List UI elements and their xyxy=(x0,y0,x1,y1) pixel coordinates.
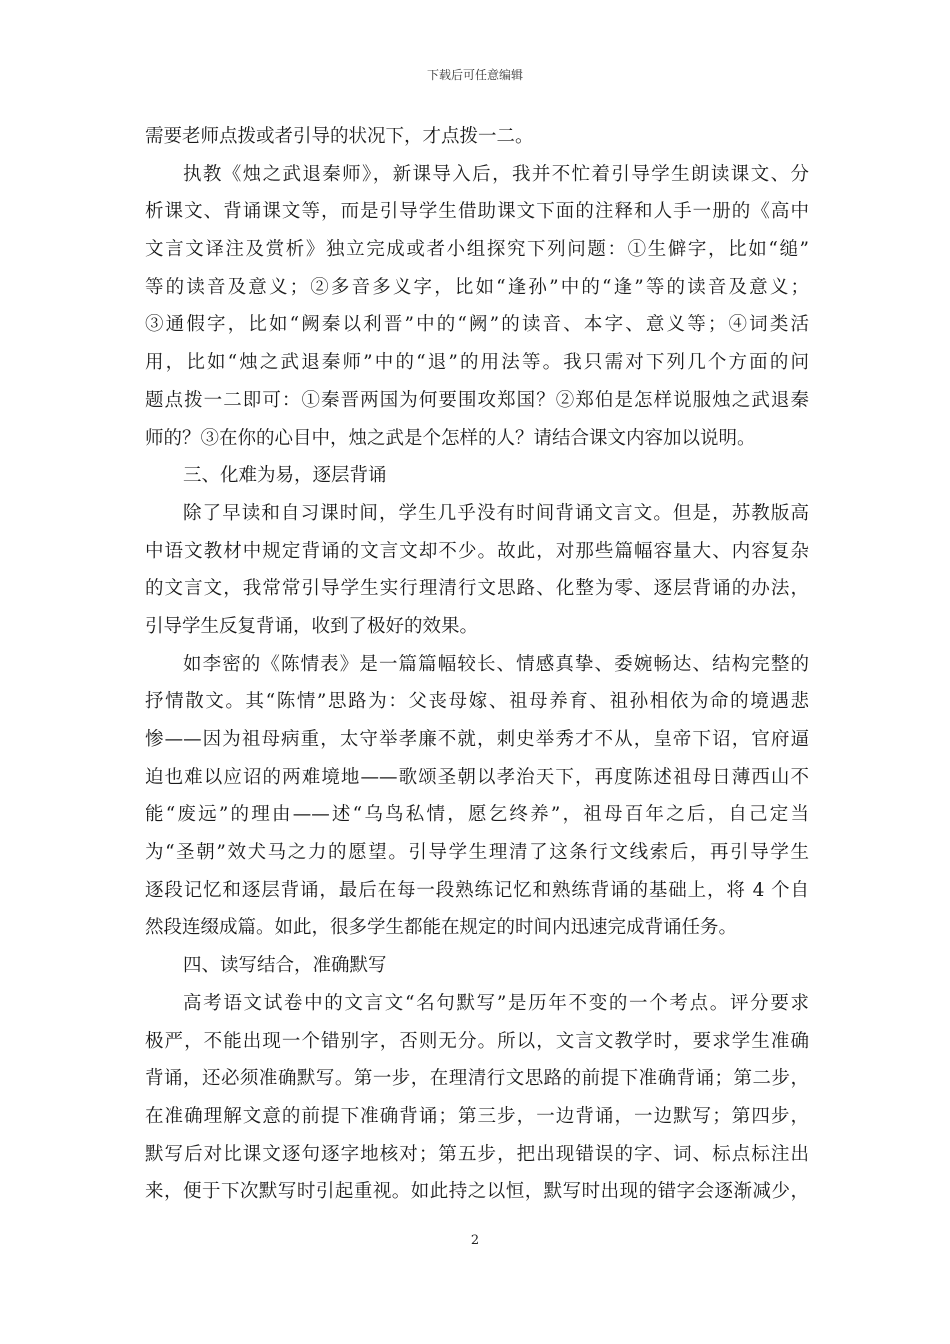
text-line: 的文言文，我常常引导学生实行理清行文思路、化整为零、逐层背诵的办法， xyxy=(145,578,809,600)
text-line: 四、读写结合，准确默写 xyxy=(183,955,387,977)
text-line: 来，便于下次默写时引起重视。如此持之以恒，默写时出现的错字会逐渐减少， xyxy=(145,1181,809,1203)
text-line: 中语文教材中规定背诵的文言文却不少。故此，对那些篇幅容量大、内容复杂 xyxy=(145,540,809,562)
text-line: 等的读音及意义；②多音多义字，比如“逢孙”中的“逢”等的读音及意义； xyxy=(145,276,809,298)
page-number: 2 xyxy=(470,1233,480,1248)
document-body xyxy=(145,118,809,1211)
text-line: 在准确理解文意的前提下准确背诵；第三步，一边背诵，一边默写；第四步， xyxy=(145,1105,809,1127)
text-line: 为“圣朝”效犬马之力的愿望。引导学生理清了这条行文线索后，再引导学生 xyxy=(145,842,809,864)
text-line: 析课文、背诵课文等，而是引导学生借助课文下面的注释和人手一册的《高中 xyxy=(145,201,809,223)
text-line: 执教《烛之武退秦师》，新课导入后，我并不忙着引导学生朗读课文、分 xyxy=(183,163,809,185)
page-header: 下载后可任意编辑 xyxy=(426,68,523,82)
text-line: 需要老师点拨或者引导的状况下，才点拨一二。 xyxy=(145,126,534,147)
text-line: 逐段记忆和逐层背诵，最后在每一段熟练记忆和熟练背诵的基础上，将 4 个自 xyxy=(145,879,809,901)
text-line: 抒情散文。其“陈情”思路为：父丧母嫁、祖母养育、祖孙相依为命的境遇悲 xyxy=(145,691,809,713)
text-line: 背诵，还必须准确默写。第一步，在理清行文思路的前提下准确背诵；第二步， xyxy=(145,1068,809,1090)
text-line: 高考语文试卷中的文言文“名句默写”是历年不变的一个考点。评分要求 xyxy=(183,992,809,1014)
text-line: 能“废远”的理由——述“乌鸟私情，愿乞终养”，祖母百年之后，自己定当 xyxy=(145,804,809,826)
text-line: 迫也难以应诏的两难境地——歌颂圣朝以孝治天下，再度陈述祖母日薄西山不 xyxy=(145,766,809,788)
text-line: 题点拨一二即可：①秦晋两国为何要围攻郑国？②郑伯是怎样说服烛之武退秦 xyxy=(145,389,809,411)
text-line: 默写后对比课文逐句逐字地核对；第五步，把出现错误的字、词、标点标注出 xyxy=(145,1143,809,1165)
text-line: 文言文译注及赏析》独立完成或者小组探究下列问题：①生僻字，比如“缒” xyxy=(145,239,809,261)
text-line: 然段连缀成篇。如此，很多学生都能在规定的时间内迅速完成背诵任务。 xyxy=(145,917,738,939)
text-line: 极严，不能出现一个错别字，否则无分。所以，文言文教学时，要求学生准确 xyxy=(145,1030,809,1052)
text-line: 引导学生反复背诵，收到了极好的效果。 xyxy=(145,615,479,637)
text-line: 如李密的《陈情表》是一篇篇幅较长、情感真挚、委婉畅达、结构完整的 xyxy=(183,653,809,675)
text-line: 除了早读和自习课时间，学生几乎没有时间背诵文言文。但是，苏教版高 xyxy=(183,502,809,524)
text-line: 惨——因为祖母病重，太守举孝廉不就，刺史举秀才不从，皇帝下诏，官府逼 xyxy=(145,729,809,750)
text-line: 三、化难为易，逐层背诵 xyxy=(183,465,387,487)
text-line: ③通假字，比如“阙秦以利晋”中的“阙”的读音、本字、意义等；④词类活 xyxy=(145,314,809,336)
text-line: 用，比如“烛之武退秦师”中的“退”的用法等。我只需对下列几个方面的问 xyxy=(145,352,809,374)
text-line: 师的？③在你的心目中，烛之武是个怎样的人？请结合课文内容加以说明。 xyxy=(145,427,756,449)
